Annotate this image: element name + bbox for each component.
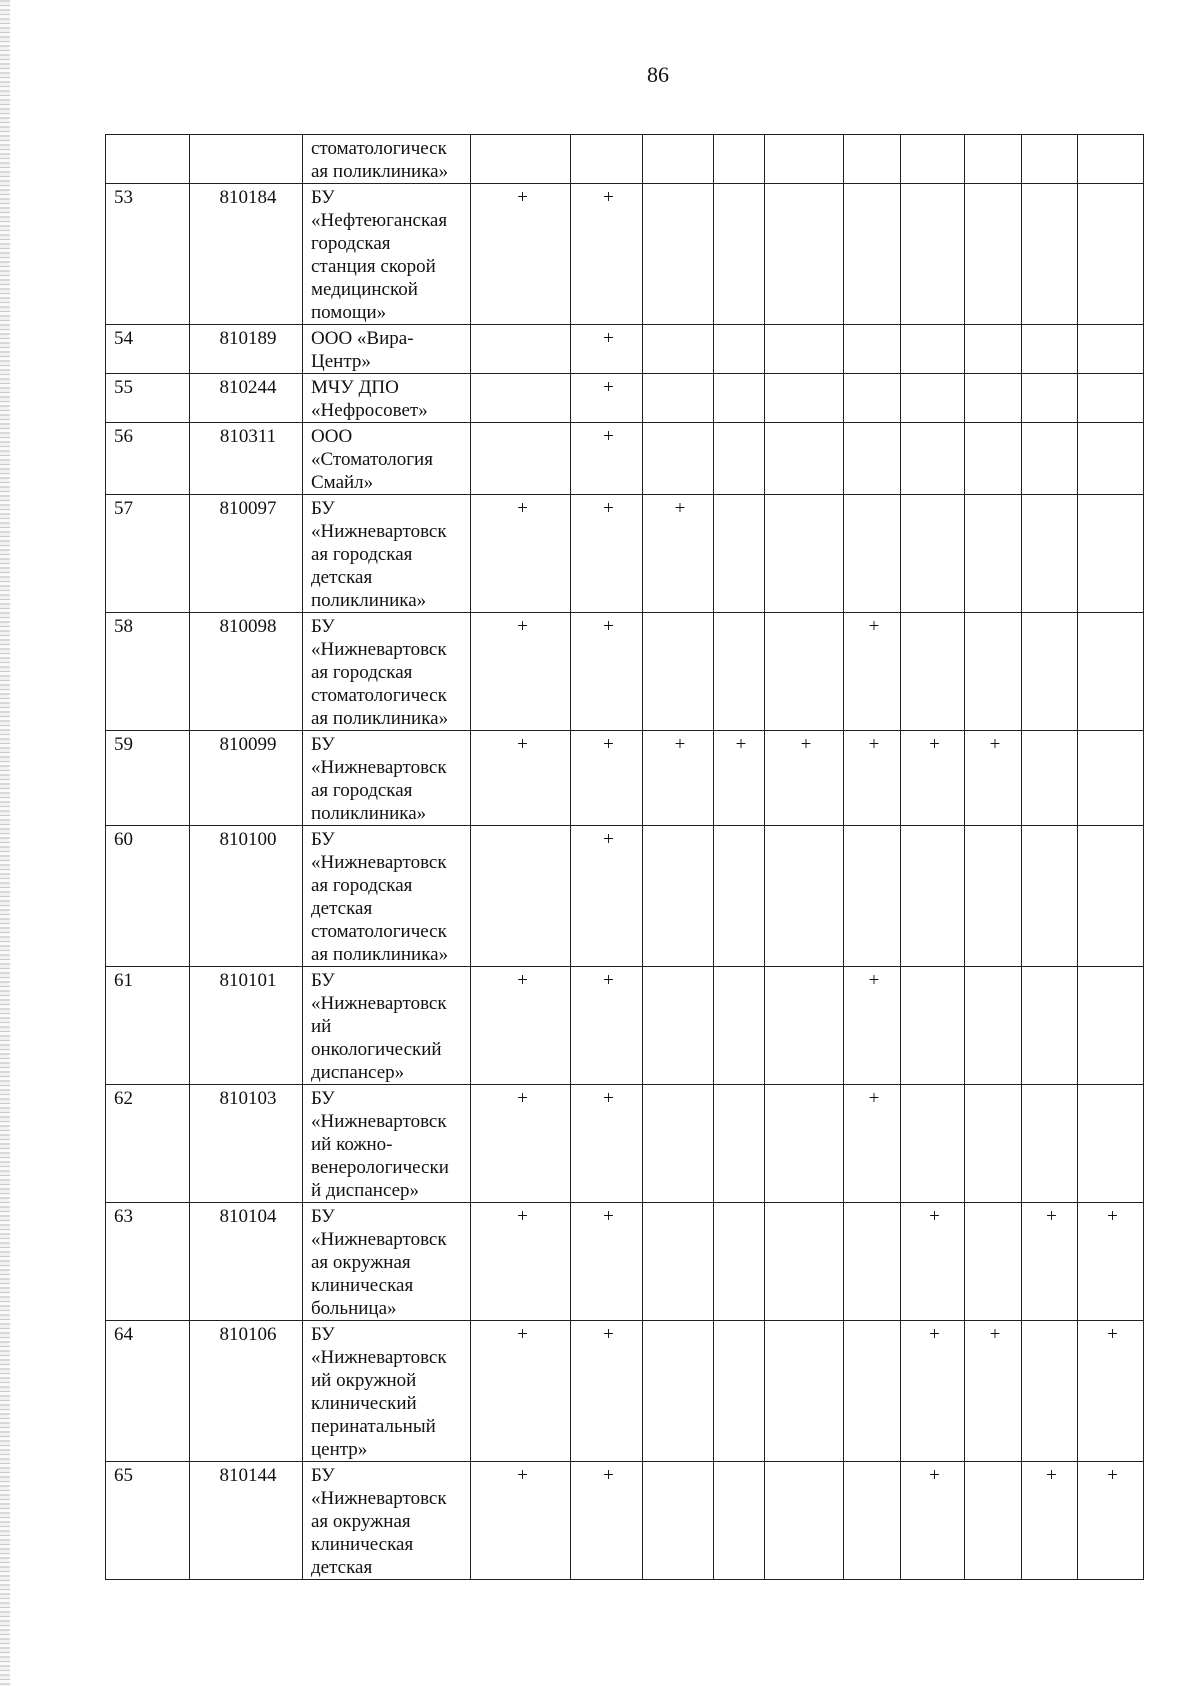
- mark-cell-col-10: [1078, 325, 1144, 374]
- registry-code-cell: 810189: [190, 325, 303, 374]
- mark-cell-col-4: [714, 325, 765, 374]
- mark-cell-col-9: [1022, 325, 1078, 374]
- mark-cell-col-8: [965, 967, 1022, 1085]
- mark-cell-col-5: [765, 374, 844, 423]
- mark-cell-col-6: +: [844, 613, 901, 731]
- organization-name-cell: ООО «Вира- Центр»: [303, 325, 471, 374]
- mark-cell-col-2: +: [571, 613, 643, 731]
- mark-cell-col-4: [714, 826, 765, 967]
- organization-name-cell: МЧУ ДПО «Нефросовет»: [303, 374, 471, 423]
- mark-cell-col-5: [765, 826, 844, 967]
- table-row: [106, 1321, 1144, 1462]
- mark-cell-col-9: [1022, 495, 1078, 613]
- mark-cell-col-7: [901, 1085, 965, 1203]
- mark-cell-col-5: [765, 495, 844, 613]
- mark-cell-col-1: [471, 374, 571, 423]
- mark-cell-col-3: [643, 184, 714, 325]
- table-row: [106, 1462, 1144, 1580]
- mark-cell-col-4: [714, 1462, 765, 1580]
- registry-code-cell: 810244: [190, 374, 303, 423]
- mark-cell-col-3: [643, 325, 714, 374]
- mark-cell-col-5: [765, 1203, 844, 1321]
- mark-cell-col-6: +: [844, 1085, 901, 1203]
- mark-cell-col-7: [901, 135, 965, 184]
- mark-cell-col-4: [714, 1085, 765, 1203]
- mark-cell-col-6: [844, 325, 901, 374]
- mark-cell-col-4: [714, 613, 765, 731]
- mark-cell-col-2: +: [571, 184, 643, 325]
- mark-cell-col-4: [714, 1203, 765, 1321]
- mark-cell-col-3: +: [643, 495, 714, 613]
- mark-cell-col-2: +: [571, 423, 643, 495]
- mark-cell-col-9: +: [1022, 1462, 1078, 1580]
- mark-cell-col-3: [643, 135, 714, 184]
- mark-cell-col-7: [901, 374, 965, 423]
- table-row: [106, 135, 1144, 184]
- mark-cell-col-5: [765, 1462, 844, 1580]
- mark-cell-col-2: +: [571, 731, 643, 826]
- mark-cell-col-10: [1078, 826, 1144, 967]
- mark-cell-col-3: [643, 1203, 714, 1321]
- mark-cell-col-1: +: [471, 1462, 571, 1580]
- mark-cell-col-8: [965, 325, 1022, 374]
- mark-cell-col-1: +: [471, 495, 571, 613]
- mark-cell-col-8: [965, 1462, 1022, 1580]
- mark-cell-col-5: +: [765, 731, 844, 826]
- row-number-cell: 54: [106, 325, 190, 374]
- table-row: [106, 1203, 1144, 1321]
- organization-name-cell: стоматологическ ая поликлиника»: [303, 135, 471, 184]
- mark-cell-col-2: +: [571, 374, 643, 423]
- row-number-cell: 63: [106, 1203, 190, 1321]
- registry-code-cell: 810101: [190, 967, 303, 1085]
- mark-cell-col-2: +: [571, 1321, 643, 1462]
- mark-cell-col-9: [1022, 613, 1078, 731]
- mark-cell-col-3: +: [643, 731, 714, 826]
- mark-cell-col-7: [901, 967, 965, 1085]
- mark-cell-col-9: [1022, 374, 1078, 423]
- mark-cell-col-3: [643, 1085, 714, 1203]
- row-number-cell: 65: [106, 1462, 190, 1580]
- mark-cell-col-8: [965, 613, 1022, 731]
- mark-cell-col-8: +: [965, 1321, 1022, 1462]
- mark-cell-col-8: [965, 826, 1022, 967]
- mark-cell-col-5: [765, 423, 844, 495]
- mark-cell-col-9: [1022, 423, 1078, 495]
- mark-cell-col-8: [965, 423, 1022, 495]
- mark-cell-col-7: +: [901, 1321, 965, 1462]
- table-row: [106, 967, 1144, 1085]
- mark-cell-col-3: [643, 423, 714, 495]
- registry-code-cell: 810098: [190, 613, 303, 731]
- mark-cell-col-10: +: [1078, 1462, 1144, 1580]
- mark-cell-col-9: [1022, 731, 1078, 826]
- mark-cell-col-1: +: [471, 1321, 571, 1462]
- mark-cell-col-4: [714, 967, 765, 1085]
- mark-cell-col-5: [765, 325, 844, 374]
- mark-cell-col-8: [965, 184, 1022, 325]
- registry-code-cell: 810103: [190, 1085, 303, 1203]
- table-row: [106, 184, 1144, 325]
- mark-cell-col-9: [1022, 184, 1078, 325]
- row-number-cell: 55: [106, 374, 190, 423]
- row-number-cell: 59: [106, 731, 190, 826]
- mark-cell-col-6: [844, 1321, 901, 1462]
- row-number-cell: 64: [106, 1321, 190, 1462]
- mark-cell-col-1: +: [471, 1085, 571, 1203]
- organization-name-cell: БУ «Нефтеюганская городская станция скорой медицинской помощи»: [303, 184, 471, 325]
- mark-cell-col-10: [1078, 967, 1144, 1085]
- mark-cell-col-10: [1078, 184, 1144, 325]
- organization-name-cell: БУ «Нижневартовск ая окружная клиническая больница»: [303, 1203, 471, 1321]
- mark-cell-col-4: [714, 135, 765, 184]
- mark-cell-col-2: +: [571, 325, 643, 374]
- registry-code-cell: 810311: [190, 423, 303, 495]
- mark-cell-col-6: [844, 1203, 901, 1321]
- mark-cell-col-7: +: [901, 1203, 965, 1321]
- mark-cell-col-1: +: [471, 1203, 571, 1321]
- mark-cell-col-5: [765, 1085, 844, 1203]
- mark-cell-col-3: [643, 967, 714, 1085]
- mark-cell-col-2: +: [571, 1085, 643, 1203]
- mark-cell-col-3: [643, 1321, 714, 1462]
- mark-cell-col-7: +: [901, 731, 965, 826]
- mark-cell-col-10: [1078, 613, 1144, 731]
- mark-cell-col-8: +: [965, 731, 1022, 826]
- mark-cell-col-2: +: [571, 1203, 643, 1321]
- mark-cell-col-4: [714, 423, 765, 495]
- mark-cell-col-5: [765, 135, 844, 184]
- mark-cell-col-4: [714, 374, 765, 423]
- mark-cell-col-2: +: [571, 967, 643, 1085]
- mark-cell-col-8: [965, 135, 1022, 184]
- table-row: [106, 374, 1144, 423]
- mark-cell-col-10: [1078, 374, 1144, 423]
- row-number-cell: 60: [106, 826, 190, 967]
- mark-cell-col-10: [1078, 495, 1144, 613]
- row-number-cell: [106, 135, 190, 184]
- table-row: [106, 325, 1144, 374]
- mark-cell-col-7: [901, 184, 965, 325]
- register-table: [105, 134, 1144, 1580]
- mark-cell-col-9: [1022, 967, 1078, 1085]
- mark-cell-col-2: +: [571, 495, 643, 613]
- mark-cell-col-1: [471, 423, 571, 495]
- mark-cell-col-7: [901, 495, 965, 613]
- table-row: [106, 826, 1144, 967]
- mark-cell-col-8: [965, 374, 1022, 423]
- registry-code-cell: 810106: [190, 1321, 303, 1462]
- organization-name-cell: БУ «Нижневартовск ий онкологический диспансер»: [303, 967, 471, 1085]
- table-row: [106, 731, 1144, 826]
- mark-cell-col-5: [765, 613, 844, 731]
- mark-cell-col-9: [1022, 135, 1078, 184]
- registry-code-cell: 810099: [190, 731, 303, 826]
- mark-cell-col-3: [643, 1462, 714, 1580]
- mark-cell-col-2: +: [571, 1462, 643, 1580]
- row-number-cell: 62: [106, 1085, 190, 1203]
- mark-cell-col-7: [901, 423, 965, 495]
- mark-cell-col-6: [844, 1462, 901, 1580]
- mark-cell-col-6: [844, 184, 901, 325]
- mark-cell-col-9: +: [1022, 1203, 1078, 1321]
- mark-cell-col-10: +: [1078, 1321, 1144, 1462]
- table-row: [106, 1085, 1144, 1203]
- row-number-cell: 53: [106, 184, 190, 325]
- organization-name-cell: БУ «Нижневартовск ая городская детская поликлиника»: [303, 495, 471, 613]
- organization-name-cell: БУ «Нижневартовск ая окружная клиническая детская: [303, 1462, 471, 1580]
- organization-name-cell: БУ «Нижневартовск ая городская поликлиника»: [303, 731, 471, 826]
- mark-cell-col-8: [965, 1203, 1022, 1321]
- mark-cell-col-10: +: [1078, 1203, 1144, 1321]
- row-number-cell: 57: [106, 495, 190, 613]
- mark-cell-col-10: [1078, 135, 1144, 184]
- mark-cell-col-5: [765, 184, 844, 325]
- mark-cell-col-6: [844, 495, 901, 613]
- mark-cell-col-1: [471, 325, 571, 374]
- mark-cell-col-7: [901, 613, 965, 731]
- mark-cell-col-7: [901, 826, 965, 967]
- row-number-cell: 61: [106, 967, 190, 1085]
- mark-cell-col-4: [714, 495, 765, 613]
- mark-cell-col-1: [471, 135, 571, 184]
- mark-cell-col-6: +: [844, 731, 901, 826]
- mark-cell-col-8: [965, 1085, 1022, 1203]
- mark-cell-col-3: [643, 374, 714, 423]
- mark-cell-col-4: [714, 184, 765, 325]
- registry-code-cell: 810184: [190, 184, 303, 325]
- mark-cell-col-7: [901, 325, 965, 374]
- mark-cell-col-1: +: [471, 967, 571, 1085]
- mark-cell-col-3: [643, 613, 714, 731]
- mark-cell-col-4: +: [714, 731, 765, 826]
- organization-name-cell: БУ «Нижневартовск ая городская стоматологическ ая поликлиника»: [303, 613, 471, 731]
- mark-cell-col-6: [844, 423, 901, 495]
- page-number: 86: [647, 62, 669, 87]
- mark-cell-col-1: [471, 826, 571, 967]
- registry-code-cell: 810104: [190, 1203, 303, 1321]
- mark-cell-col-6: [844, 826, 901, 967]
- mark-cell-col-8: [965, 495, 1022, 613]
- mark-cell-col-5: [765, 967, 844, 1085]
- row-number-cell: 58: [106, 613, 190, 731]
- table-row: [106, 495, 1144, 613]
- scan-edge: [0, 0, 10, 1686]
- mark-cell-col-1: +: [471, 731, 571, 826]
- mark-cell-col-9: [1022, 1085, 1078, 1203]
- row-number-cell: 56: [106, 423, 190, 495]
- mark-cell-col-1: +: [471, 613, 571, 731]
- mark-cell-col-2: +: [571, 826, 643, 967]
- mark-cell-col-6: [844, 135, 901, 184]
- mark-cell-col-10: [1078, 423, 1144, 495]
- table-row: [106, 613, 1144, 731]
- mark-cell-col-2: [571, 135, 643, 184]
- organization-name-cell: БУ «Нижневартовск ий кожно- венерологически й диспансер»: [303, 1085, 471, 1203]
- mark-cell-col-5: [765, 1321, 844, 1462]
- mark-cell-col-7: +: [901, 1462, 965, 1580]
- mark-cell-col-10: [1078, 731, 1144, 826]
- mark-cell-col-6: +: [844, 967, 901, 1085]
- organization-name-cell: ООО «Стоматология Смайл»: [303, 423, 471, 495]
- registry-code-cell: [190, 135, 303, 184]
- mark-cell-col-10: [1078, 1085, 1144, 1203]
- mark-cell-col-6: [844, 374, 901, 423]
- registry-code-cell: 810144: [190, 1462, 303, 1580]
- organization-name-cell: БУ «Нижневартовск ая городская детская стоматологическ ая поликлиника»: [303, 826, 471, 967]
- registry-code-cell: 810100: [190, 826, 303, 967]
- mark-cell-col-9: [1022, 826, 1078, 967]
- mark-cell-col-3: [643, 826, 714, 967]
- registry-code-cell: 810097: [190, 495, 303, 613]
- table-row: [106, 423, 1144, 495]
- mark-cell-col-1: +: [471, 184, 571, 325]
- mark-cell-col-4: [714, 1321, 765, 1462]
- mark-cell-col-9: [1022, 1321, 1078, 1462]
- organization-name-cell: БУ «Нижневартовск ий окружной клинический перинатальный центр»: [303, 1321, 471, 1462]
